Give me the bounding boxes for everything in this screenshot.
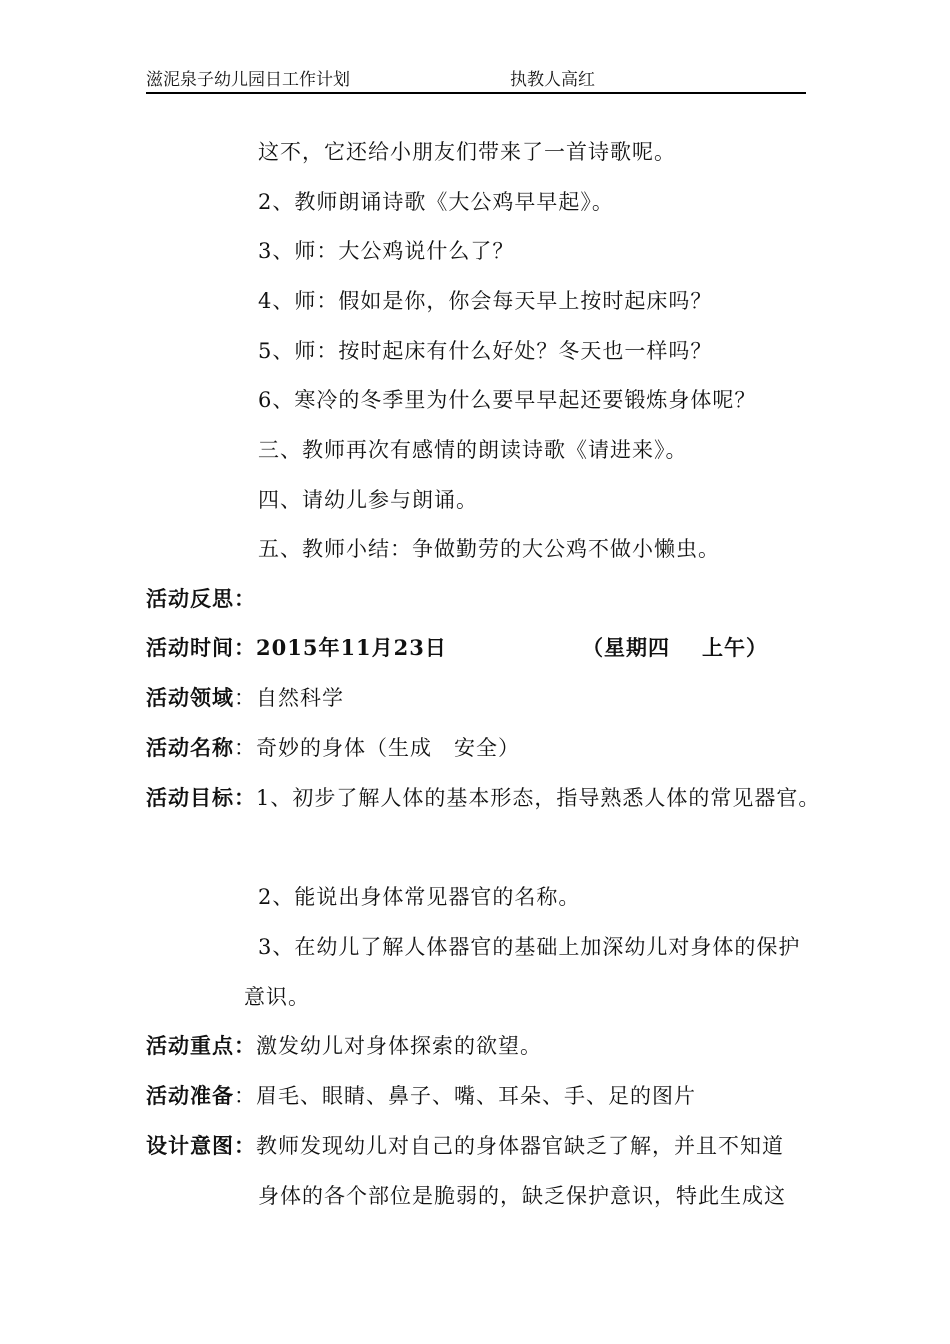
focus-label: 活动重点： <box>146 1033 256 1058</box>
time-label: 活动时间： <box>146 635 256 660</box>
step-line: 三、教师再次有感情的朗读诗歌《请进来》。 <box>258 438 688 462</box>
time-period: 上午） <box>702 635 768 660</box>
intent-line-1: 教师发现幼儿对自己的身体器官缺乏了解，并且不知道 <box>256 1134 784 1158</box>
page-header <box>146 70 806 94</box>
goal-item-2: 2、能说出身体常见器官的名称。 <box>258 885 581 909</box>
intent-label: 设计意图： <box>146 1133 256 1158</box>
activity-goals <box>146 784 820 812</box>
goals-label: 活动目标： <box>146 785 256 810</box>
header-teacher: 执教人高红 <box>510 70 595 90</box>
step-line: 4、师：假如是你，你会每天早上按时起床吗？ <box>258 289 713 313</box>
step-line: 这不，它还给小朋友们带来了一首诗歌呢。 <box>258 140 676 164</box>
activity-name <box>146 734 520 762</box>
name-label: 活动名称 <box>146 735 234 760</box>
domain-value: ：自然科学 <box>234 686 344 710</box>
step-line: 2、教师朗诵诗歌《大公鸡早早起》。 <box>258 190 614 214</box>
step-line: 6、寒冷的冬季里为什么要早早起还要锻炼身体呢？ <box>258 388 757 412</box>
goal-item-3-continued: 意识。 <box>244 985 310 1009</box>
name-value: ：奇妙的身体（生成 安全） <box>234 736 520 760</box>
activity-focus <box>146 1032 542 1060</box>
prep-value: ：眉毛、眼睛、鼻子、嘴、耳朵、手、足的图片 <box>234 1084 696 1108</box>
step-line: 3、师：大公鸡说什么了？ <box>258 239 515 263</box>
time-weekday: （星期四 <box>582 635 670 660</box>
domain-label: 活动领域 <box>146 685 234 710</box>
step-line: 四、请幼儿参与朗诵。 <box>258 488 478 512</box>
header-title: 滋泥泉子幼儿园日工作计划 <box>146 70 350 90</box>
goal-item-1: 1、初步了解人体的基本形态，指导熟悉人体的常见器官。 <box>256 786 821 810</box>
design-intent <box>146 1132 784 1160</box>
activity-time <box>146 634 447 662</box>
reflection-label: 活动反思： <box>146 586 256 611</box>
step-line: 5、师：按时起床有什么好处？冬天也一样吗？ <box>258 339 713 363</box>
time-date: 2015年11月23日 <box>256 635 447 660</box>
activity-domain <box>146 684 344 712</box>
activity-preparation <box>146 1082 696 1110</box>
goal-item-3: 3、在幼儿了解人体器官的基础上加深幼儿对身体的保护 <box>258 935 801 959</box>
prep-label: 活动准备 <box>146 1083 234 1108</box>
intent-line-2: 身体的各个部位是脆弱的，缺乏保护意识，特此生成这 <box>258 1184 786 1208</box>
focus-value: 激发幼儿对身体探索的欲望。 <box>256 1034 542 1058</box>
step-line: 五、教师小结：争做勤劳的大公鸡不做小懒虫。 <box>258 537 720 561</box>
